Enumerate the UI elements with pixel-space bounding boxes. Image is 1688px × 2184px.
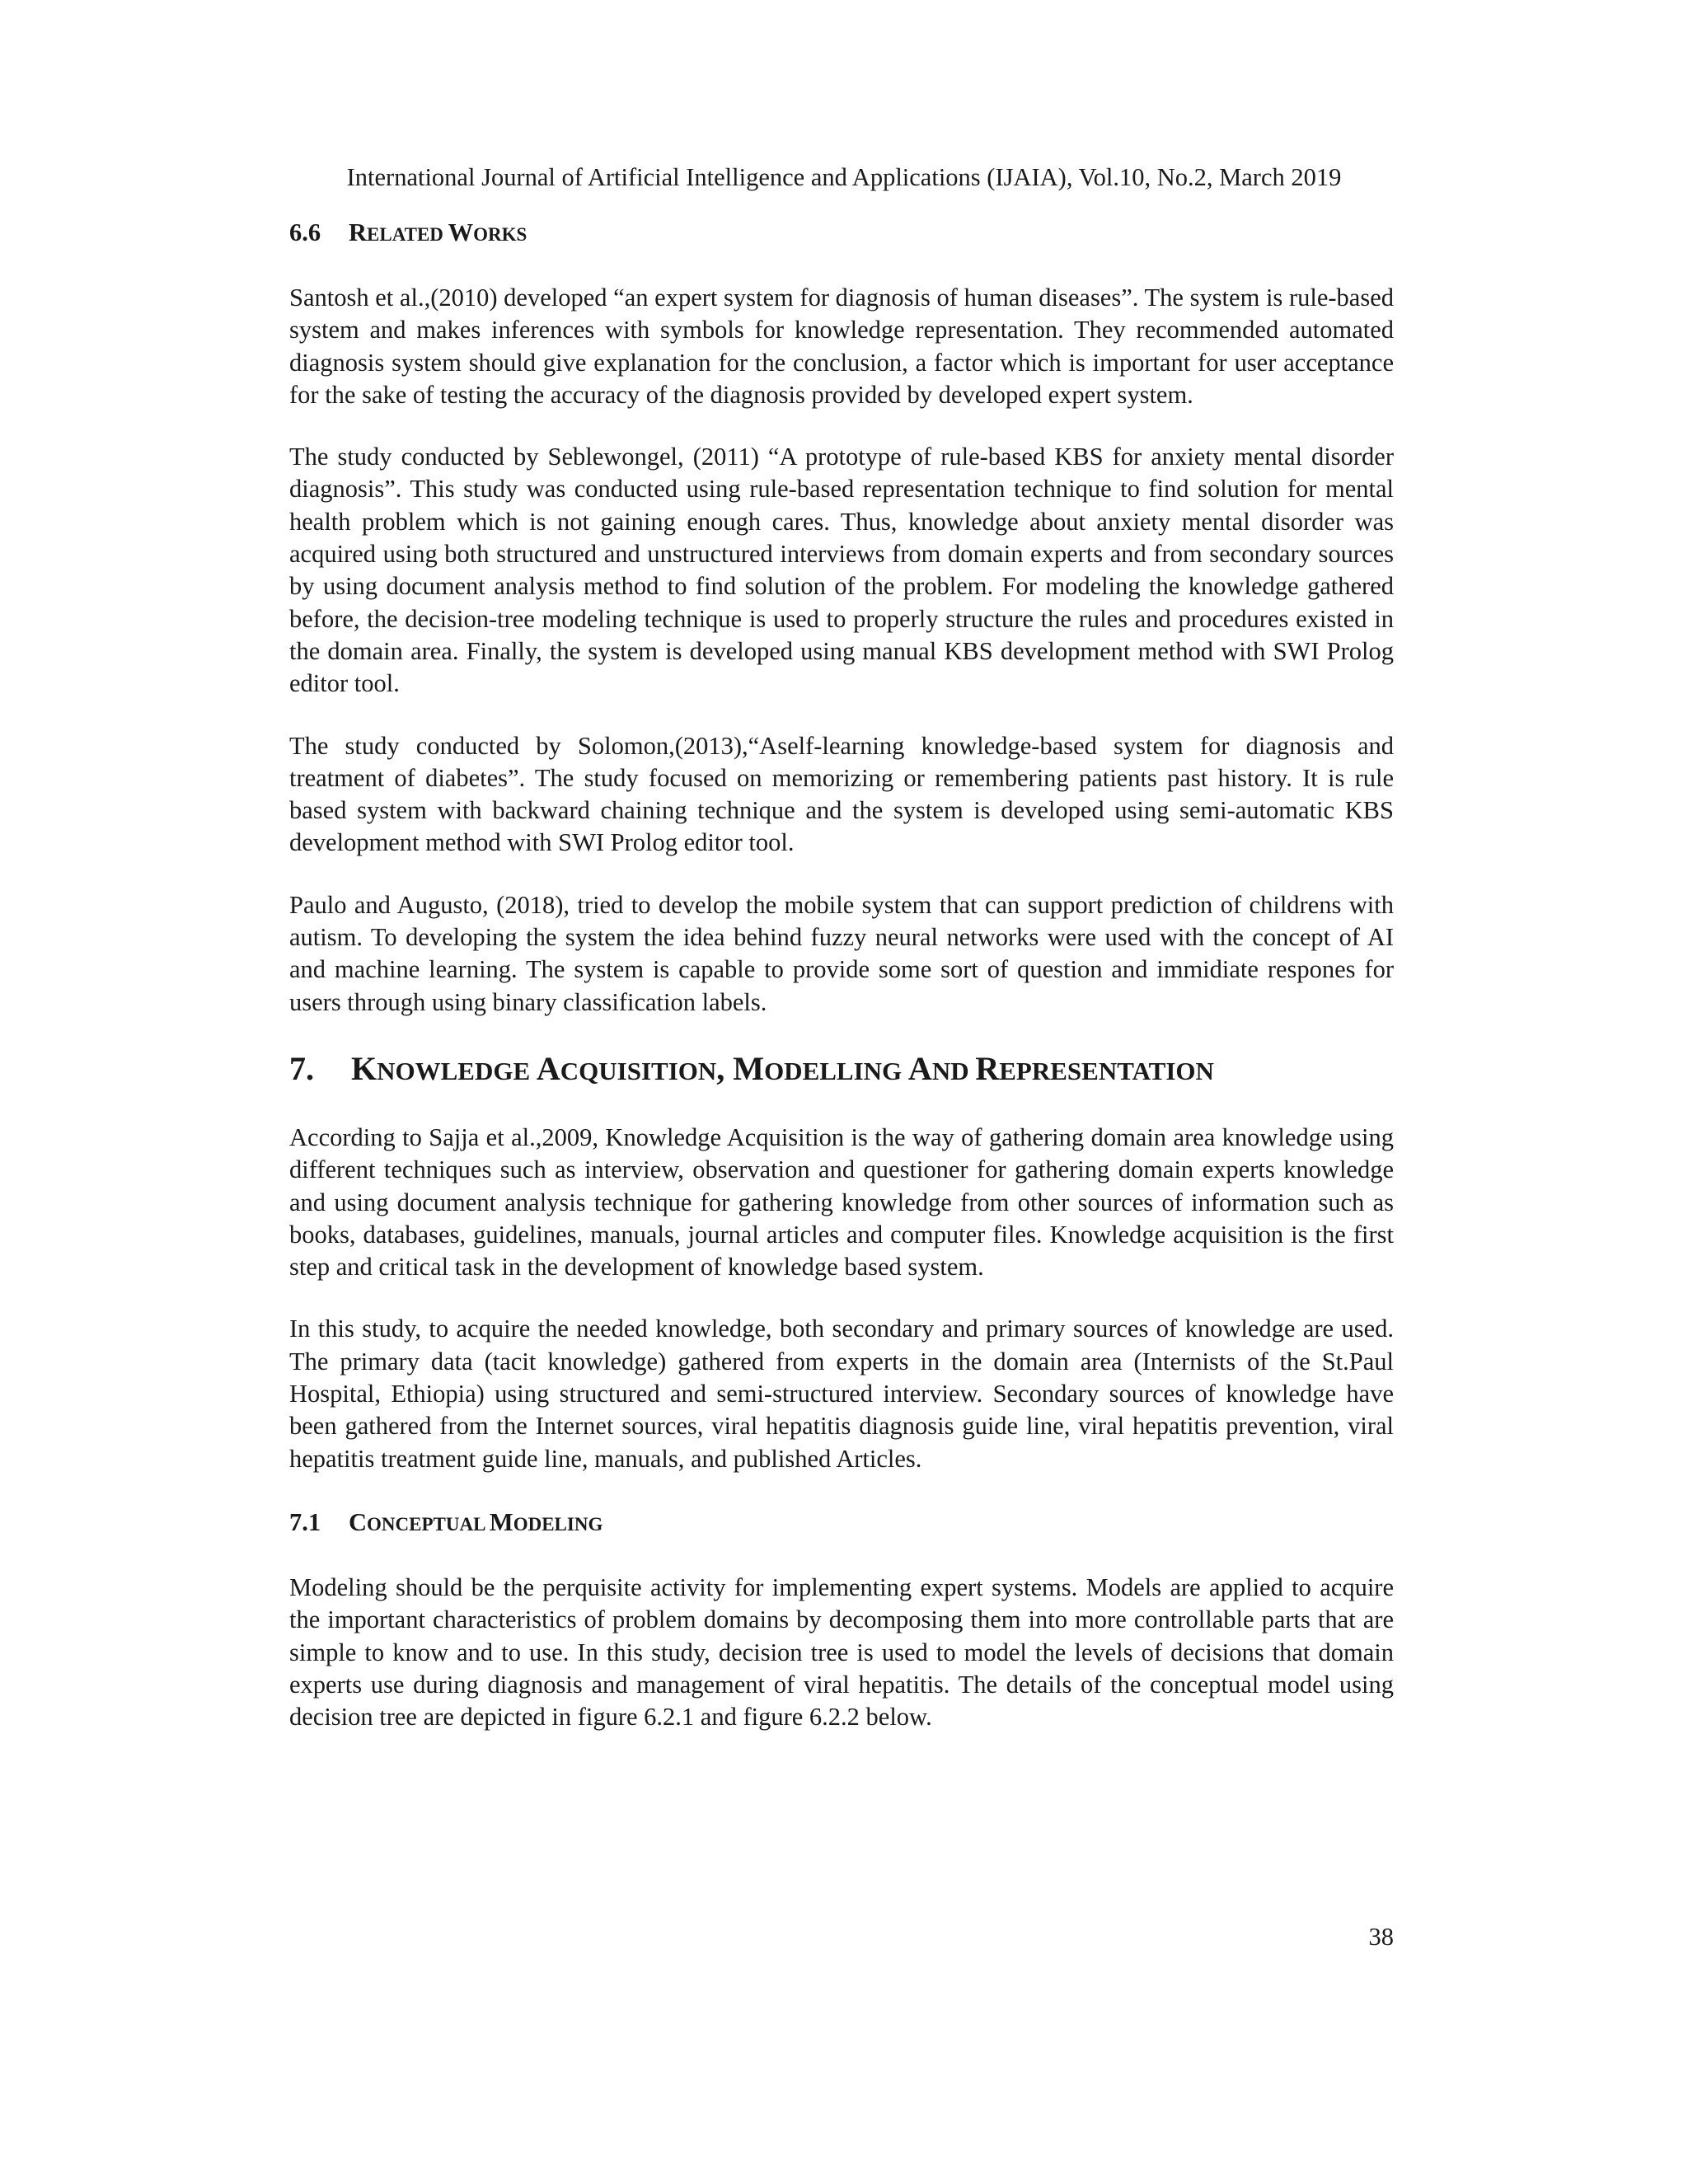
heading-related-works: 6.6 RELATED WORKS: [289, 216, 1394, 251]
paragraph-santosh: Santosh et al.,(2010) developed “an expert system for diagnosis of human diseases”. The system is rule-based system and makes inferences with symbols for knowledge representation. They recommended automated diagnosis system should give explanation for the conclusion, a factor which is important for user acceptance for the sake of testing the accuracy of the diagnosis provided by developed expert system.: [289, 284, 1394, 409]
running-header: International Journal of Artificial Intelligence and Applications (IJAIA), Vol.10, No.2, March 2019: [346, 163, 1342, 191]
section-number: 7.1: [289, 1507, 321, 1536]
paragraph-sajja: According to Sajja et al.,2009, Knowledge Acquisition is the way of gathering domain area knowledge using different techniques such as interview, observation and questioner for gathering domain experts knowledge and using document analysis technique for gathering knowledge from other sources of information such as books, databases, guidelines, manuals, journal articles and computer files. Knowledge acquisition is the first step and critical task in the development of knowledge based system.: [289, 1122, 1394, 1282]
page-content: [289, 216, 1394, 1733]
heading-conceptual-modeling: 7.1 CONCEPTUAL MODELING: [289, 1506, 1394, 1541]
heading-knowledge-acquisition: 7. KNOWLEDGE ACQUISITION, MODELLING AND REPRESENTATION: [289, 1049, 1214, 1087]
section-number: 6.6: [289, 218, 321, 246]
section-number: 7.: [289, 1049, 314, 1087]
page-number: 38: [1368, 1923, 1394, 1951]
paragraph-seblewongel: The study conducted by Seblewongel, (2011) “A prototype of rule-based KBS for anxiety mental disorder diagnosis”. This study was conducted using rule-based representation technique to find solution for mental health problem which is not gaining enough cares. Thus, knowledge about anxiety mental disorder was acquired using both structured and unstructured interviews from domain experts and from secondary sources by using document analysis method to find solution of the problem. For modeling the knowledge gathered before, the decision-tree modeling technique is used to properly structure the rules and procedures existed in the domain area. Finally, the system is developed using manual KBS development method with SWI Prolog editor tool.: [289, 443, 1394, 698]
paragraph-knowledge-sources: In this study, to acquire the needed knowledge, both secondary and primary sources of knowledge are used. The primary data (tacit knowledge) gathered from experts in the domain area (Internists of the St.Paul Hospital, Ethiopia) using structured and semi-structured interview. Secondary sources of knowledge have been gathered from the Internet sources, viral hepatitis diagnosis guide line, viral hepatitis prevention, viral hepatitis treatment guide line, manuals, and published Articles.: [289, 1315, 1394, 1473]
paragraph-modeling: Modeling should be the perquisite activity for implementing expert systems. Models are applied to acquire the important characteristics of problem domains by decomposing them into more controllable parts that are simple to know and to use. In this study, decision tree is used to model the levels of decisions that domain experts use during diagnosis and management of viral hepatitis. The details of the conceptual model using decision tree are depicted in figure 6.2.1 and figure 6.2.2 below.: [289, 1572, 1394, 1732]
paragraph-paulo-augusto: Paulo and Augusto, (2018), tried to develop the mobile system that can support prediction of childrens with autism. To developing the system the idea behind fuzzy neural networks were used with the concept of AI and machine learning. The system is capable to provide some sort of question and immidiate respones for users through using binary classification labels.: [289, 890, 1394, 1016]
paragraph-solomon: The study conducted by Solomon,(2013),“Aself-learning knowledge-based system for diagnosis and treatment of diabetes”. The study focused on memorizing or remembering patients past history. It is rule based system with backward chaining technique and the system is developed using semi-automatic KBS development method with SWI Prolog editor tool.: [289, 731, 1394, 857]
